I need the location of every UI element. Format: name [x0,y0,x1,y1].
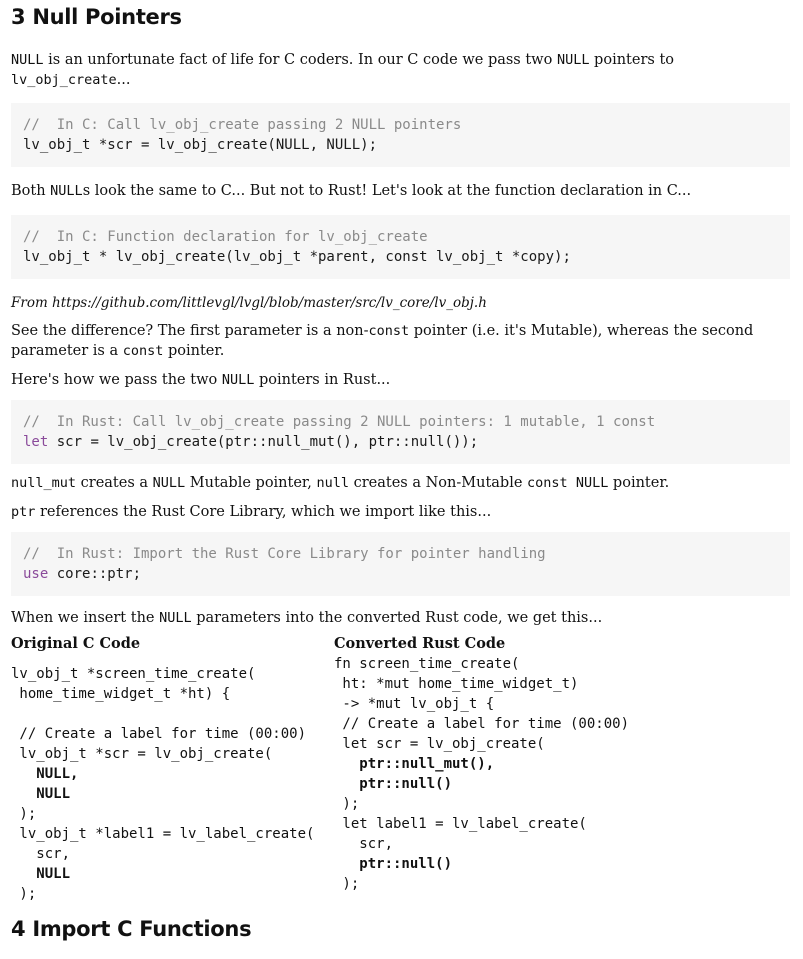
code-block-rust-import [11,532,790,596]
paragraph-insert-null: When we insert the NULL parameters into the converted Rust code, we get this... [11,610,603,626]
source-caption: From https://github.com/littlevgl/lvgl/blob/master/src/lv_core/lv_obj.h [11,295,487,311]
code-keyword: let [23,434,49,450]
code-keyword: use [23,566,49,582]
c-code-listing: lv_obj_t *screen_time_create( home_time_widget_t *ht) { // Create a label for time (00:00) lv_obj_t *scr = lv_obj_create( NULL, NULL ); lv_obj_t *label1 = lv_label_create( scr, NULL ); [11,666,315,902]
inline-code-const-null: const NULL [527,475,609,491]
paragraph-rust-pass: Here's how we pass the two NULL pointers in Rust... [11,372,391,388]
inline-code-ptr: ptr [11,504,36,520]
rust-code-column [334,634,754,904]
c-code-header: Original C Code [11,635,141,652]
inline-code-function: lv_obj_create [11,72,117,88]
inline-code-null: NULL [159,610,192,626]
code-line: lv_obj_t *scr = lv_obj_create(NULL, NULL); [23,137,378,153]
rust-code-listing: fn screen_time_create( ht: *mut home_time_widget_t) -> *mut lv_obj_t { // Create a label for time (00:00) let scr = lv_obj_create( ptr::null_mut(), ptr::null() ); let label1 = lv_label_create( scr, ptr::null() ); [334,656,630,892]
inline-code-null: NULL [221,372,255,388]
intro-paragraph: NULL is an unfortunate fact of life for C coders. In our C code we pass two NULL pointers to lv_obj_create... [11,52,674,88]
c-code-column [11,634,334,904]
code-comment: // In C: Function declaration for lv_obj_create [23,229,428,245]
code-comment: // In Rust: Call lv_obj_create passing 2 NULL pointers: 1 mutable, 1 const [23,414,656,430]
code-block-c-declaration [11,215,790,279]
inline-code-null-fn: null [316,475,350,491]
inline-code-null: NULL [556,52,590,68]
inline-code-null: NULL [152,475,186,491]
code-line: scr = lv_obj_create(ptr::null_mut(), ptr::null()); [48,434,479,450]
section-heading-null-pointers: 3 Null Pointers [11,5,182,29]
paragraph-ptr: ptr references the Rust Core Library, which we import like this... [11,504,492,520]
inline-code-null: NULL [11,52,44,68]
code-block-c-call [11,103,790,167]
code-comment: // In Rust: Import the Rust Core Library for pointer handling [23,546,546,562]
paragraph-difference: See the difference? The first parameter is a non-const pointer (i.e. it's Mutable), whereas the second parameter is a const pointer. [11,323,754,359]
code-comparison [11,634,790,904]
section-heading-import-c-functions: 4 Import C Functions [11,917,252,941]
inline-code-const: const [368,323,410,339]
rust-code-header: Converted Rust Code [334,635,506,652]
inline-code-const: const [122,343,164,359]
code-block-rust-call [11,400,790,464]
inline-code-null-mut: null_mut [11,475,77,491]
code-line: core::ptr; [48,566,142,582]
paragraph-both-nulls: Both NULLs look the same to C... But not to Rust! Let's look at the function declaration in C... [11,183,692,199]
code-line: lv_obj_t * lv_obj_create(lv_obj_t *parent, const lv_obj_t *copy); [23,249,571,265]
code-comment: // In C: Call lv_obj_create passing 2 NULL pointers [23,117,462,133]
inline-code-null: NULL [50,183,83,199]
paragraph-null-mut: null_mut creates a NULL Mutable pointer, null creates a Non-Mutable const NULL pointer. [11,475,670,491]
